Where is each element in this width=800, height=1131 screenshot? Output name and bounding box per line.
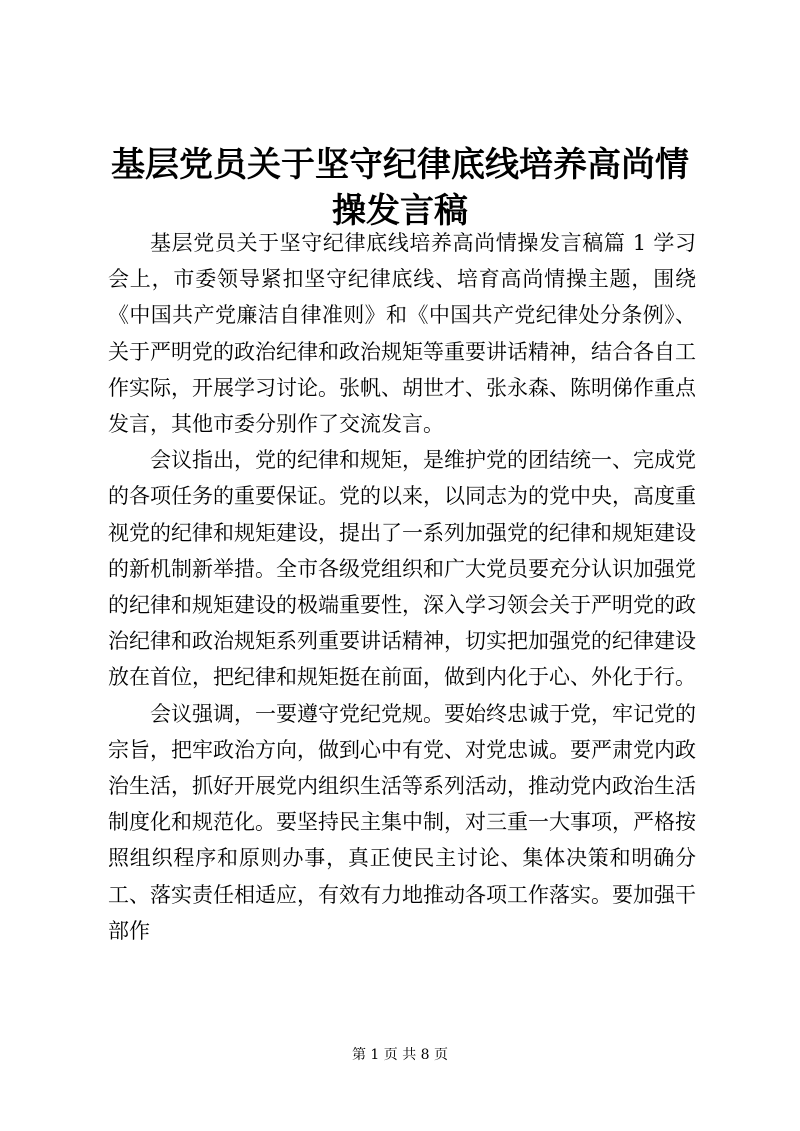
page-title: 基层党员关于坚守纪律底线培养高尚情操发言稿 [111,145,689,231]
page-footer [0,1046,800,1064]
paragraph-1: 基层党员关于坚守纪律底线培养高尚情操发言稿篇 1 学习会上，市委领导紧扣坚守纪律底线、培育高尚情操主题，围绕《中国共产党廉洁自律准则》和《中国共产党纪律处分条例》、关于严明党的政治纪律和政治规矩等重要讲话精神，结合各自工作实际，开展学习讨论。张帆、胡世才、张永森、陈明俤作重点发言，其他市委分别作了交流发言。 [108,231,696,437]
paragraph-3: 会议强调，一要遵守党纪党规。要始终忠诚于党，牢记党的宗旨，把牢政治方向，做到心中有党、对党忠诚。要严肃党内政治生活，抓好开展党内组织生活等系列活动，推动党内政治生活制度化和规范化。要坚持民主集中制，对三重一大事项，严格按照组织程序和原则办事，真正使民主讨论、集体决策和明确分工、落实责任相适应，有效有力地推动各项工作落实。要加强干部作 [108,701,696,943]
paragraph-2: 会议指出，党的纪律和规矩，是维护党的团结统一、完成党的各项任务的重要保证。党的以来，以同志为的党中央，高度重视党的纪律和规矩建设，提出了一系列加强党的纪律和规矩建设的新机制新举措。全市各级党组织和广大党员要充分认识加强党的纪律和规矩建设的极端重要性，深入学习领会关于严明党的政治纪律和政治规矩系列重要讲话精神，切实把加强党的纪律建设放在首位，把纪律和规矩挺在前面，做到内化于心、外化于行。 [108,448,696,690]
page-number: 第 1 页 共 8 页 [351,1047,449,1063]
document-body [108,225,696,949]
